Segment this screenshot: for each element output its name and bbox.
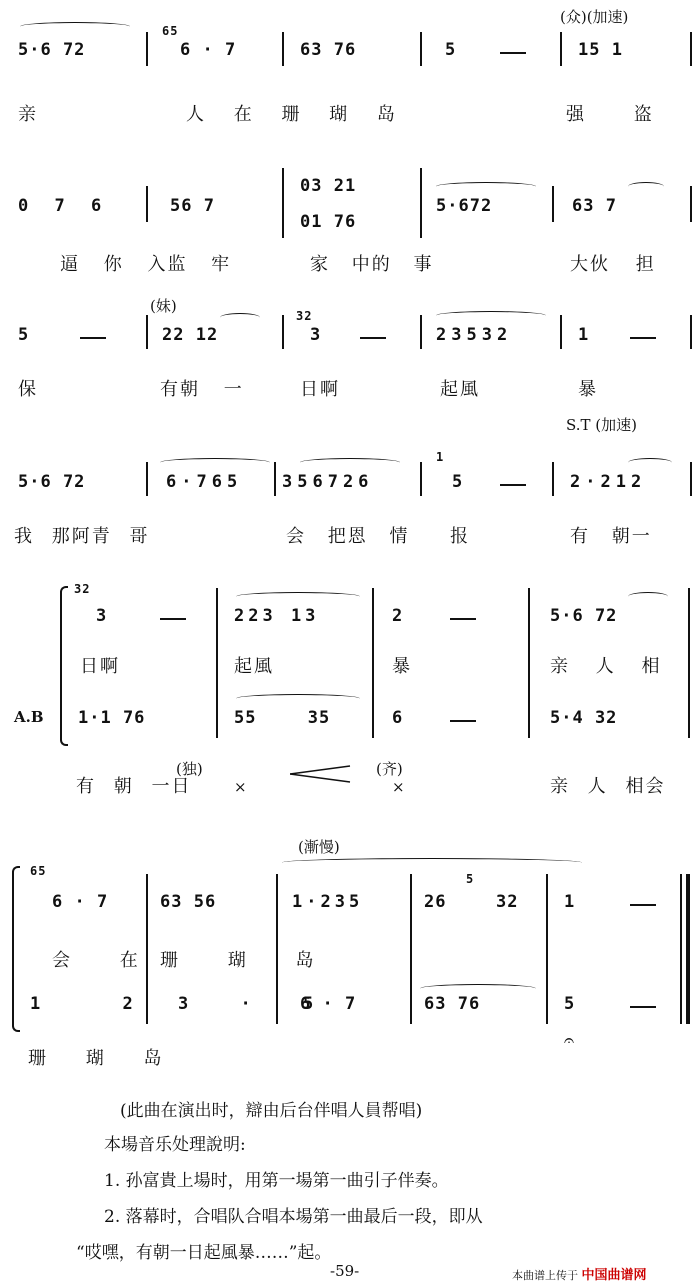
lyrics: 亲 人 相 [550, 656, 662, 677]
extension-dash [500, 52, 526, 54]
lyrics: 暴 [392, 656, 412, 677]
voice-bracket [12, 866, 20, 1032]
note-group: 63 76 [300, 40, 357, 60]
note-group: 63 76 [424, 994, 481, 1014]
note-group: 6 · 7 [300, 994, 357, 1014]
lyrics: 会 在 [52, 950, 140, 971]
lyrics: 会 把恩 情 [286, 526, 410, 547]
lyrics: 珊 瑚 岛 [28, 1048, 164, 1069]
bar-line [690, 315, 692, 349]
extension-dash [630, 1006, 656, 1008]
slur [20, 22, 130, 31]
lyrics: 亲 人 相会 [550, 776, 666, 797]
credit-site: 中国曲谱网 [581, 1268, 647, 1283]
note-group: 1 [578, 325, 590, 345]
note-group: 03 21 [300, 176, 357, 196]
bar-line [282, 168, 284, 238]
bar-line [560, 32, 562, 66]
bar-line [282, 32, 284, 66]
footnote: (此曲在演出时，辯由后台伴唱人員帮唱) [120, 1101, 423, 1121]
note-group: 5·6 72 [18, 40, 86, 60]
slur [436, 182, 536, 191]
crescendo-hairpin [290, 764, 354, 784]
note-group: 5 [564, 994, 576, 1014]
slur [236, 694, 360, 703]
upload-credit [512, 1264, 647, 1283]
cross-mark: × [392, 778, 405, 796]
bar-line [274, 462, 276, 496]
slur [220, 313, 260, 322]
note-group: 1·1 76 [78, 708, 146, 728]
note-group: 3 [96, 606, 108, 626]
note-group: 5 [445, 40, 457, 60]
note-group: 5·6 72 [18, 472, 86, 492]
lyrics: 有 朝 一日 [76, 776, 192, 797]
lyrics: 有朝 一 [160, 379, 244, 400]
lyrics: 起風 [234, 656, 274, 677]
slur [282, 858, 582, 867]
voice-bracket [60, 586, 68, 746]
voice-label: A.B [14, 708, 44, 726]
bar-line [420, 315, 422, 349]
bar-line [410, 874, 412, 1024]
grace-notes: 65 [30, 864, 47, 878]
note-group: 223 13 [234, 606, 320, 626]
grace-notes: 5 [466, 872, 475, 886]
lyrics: 家 中的 事 [310, 254, 434, 275]
note-group: 0 7 6 [18, 196, 103, 216]
note-group: 3 [310, 325, 322, 345]
solo-mark: (独) [176, 760, 203, 778]
note-group: 5 [452, 472, 464, 492]
note-group: 55 35 [234, 708, 331, 728]
explanation-title: 本場音乐处理說明: [104, 1135, 246, 1155]
lyrics: 亲 [18, 104, 38, 125]
grace-notes: 1 [436, 450, 445, 464]
bar-line [688, 588, 690, 738]
final-bar-line [686, 874, 690, 1024]
note-group: 5·672 [436, 196, 493, 216]
lyrics: 暴 [578, 379, 598, 400]
bar-line [146, 315, 148, 349]
slur [300, 458, 400, 467]
note-group: 22 12 [162, 325, 219, 345]
final-bar-line [680, 874, 682, 1024]
bar-line [546, 874, 548, 1024]
note-group: 6 · 7 [180, 40, 237, 60]
note-group: 63 56 [160, 892, 217, 912]
bar-line [420, 462, 422, 496]
note-group: 56 7 [170, 196, 215, 216]
lyrics: 有 朝一 [570, 526, 652, 547]
tempo-mark: (漸慢) [298, 838, 340, 856]
explanation-item: 1. 孙富貴上場时，用第一場第一曲引子伴奏。 [104, 1171, 449, 1191]
bar-line [146, 462, 148, 496]
note-group: 1 [564, 892, 576, 912]
slur [420, 984, 536, 993]
note-group: 6 [392, 708, 404, 728]
note-group: 5·6 72 [550, 606, 618, 626]
note-group: 6·765 [166, 472, 243, 492]
note-group: 3 · 5 [178, 994, 315, 1014]
note-group: 15 1 [578, 40, 623, 60]
bar-line [146, 874, 148, 1024]
lyrics: 报 [450, 526, 470, 547]
bar-line [552, 186, 554, 222]
note-group: 2·212 [570, 472, 647, 492]
extension-dash [80, 337, 106, 339]
bar-line [552, 462, 554, 496]
grace-notes: 32 [296, 309, 313, 323]
extension-dash [360, 337, 386, 339]
grace-notes: 65 [162, 24, 179, 38]
extension-dash [450, 720, 476, 722]
slur [160, 458, 270, 467]
lyrics: 保 [18, 379, 38, 400]
bar-line [420, 32, 422, 66]
note-group: 5 [18, 325, 30, 345]
slur [236, 592, 360, 601]
extension-dash [160, 618, 186, 620]
note-group: 63 7 [572, 196, 617, 216]
note-group: 5·4 32 [550, 708, 618, 728]
bar-line [420, 168, 422, 238]
unison-mark: (齐) [376, 760, 403, 778]
lyrics: 日啊 [300, 379, 340, 400]
lyrics: 日啊 [80, 656, 120, 677]
bar-line [282, 315, 284, 349]
note-group: 2 [392, 606, 404, 626]
extension-dash [630, 337, 656, 339]
slur [436, 311, 546, 320]
note-group: 6 · 7 [52, 892, 109, 912]
slur [628, 592, 668, 601]
bar-line [528, 588, 530, 738]
grace-notes: 32 [74, 582, 91, 596]
note-group: 23532 [436, 325, 513, 345]
bar-line [560, 315, 562, 349]
fermata-mark: 𝄐 [564, 1030, 575, 1051]
page-number: -59- [330, 1262, 360, 1280]
bar-line [216, 588, 218, 738]
bar-line [146, 32, 148, 66]
performer-mark: (妹) [150, 297, 177, 315]
performer-tempo-mark: (众)(加速) [560, 8, 629, 26]
lyrics: 人 在 珊 瑚 岛 [186, 104, 397, 125]
lyrics: 起風 [440, 379, 480, 400]
extension-dash [500, 484, 526, 486]
explanation-item: “哎嘿，有朝一日起風暴……”起。 [76, 1243, 332, 1263]
note-group: 1·235 [292, 892, 364, 912]
note-group: 1 2 [30, 994, 134, 1014]
note-group: 32 [496, 892, 519, 912]
lyrics: 我 那阿青 哥 [14, 526, 150, 547]
lyrics: 大伙 担 [570, 254, 656, 275]
note-group: 01 76 [300, 212, 357, 232]
bar-line [690, 186, 692, 222]
slur [628, 182, 664, 191]
bar-line [690, 462, 692, 496]
note-group: 26 [424, 892, 447, 912]
extension-dash [450, 618, 476, 620]
voice-tempo-mark: S.T (加速) [566, 416, 637, 434]
lyrics: 强 盗 [566, 104, 654, 125]
slur [628, 458, 672, 467]
credit-prefix: 本曲谱上传于 [512, 1269, 578, 1282]
cross-mark: × [234, 778, 247, 796]
extension-dash [630, 904, 656, 906]
bar-line [690, 32, 692, 66]
lyrics: 逼 你 入监 牢 [60, 254, 232, 275]
lyrics: 珊 瑚 岛 [160, 950, 316, 971]
note-group: 356726 [282, 472, 374, 492]
explanation-item: 2. 落幕时，合唱队合唱本場第一曲最后一段，即从 [104, 1207, 483, 1227]
bar-line [372, 588, 374, 738]
bar-line [146, 186, 148, 222]
